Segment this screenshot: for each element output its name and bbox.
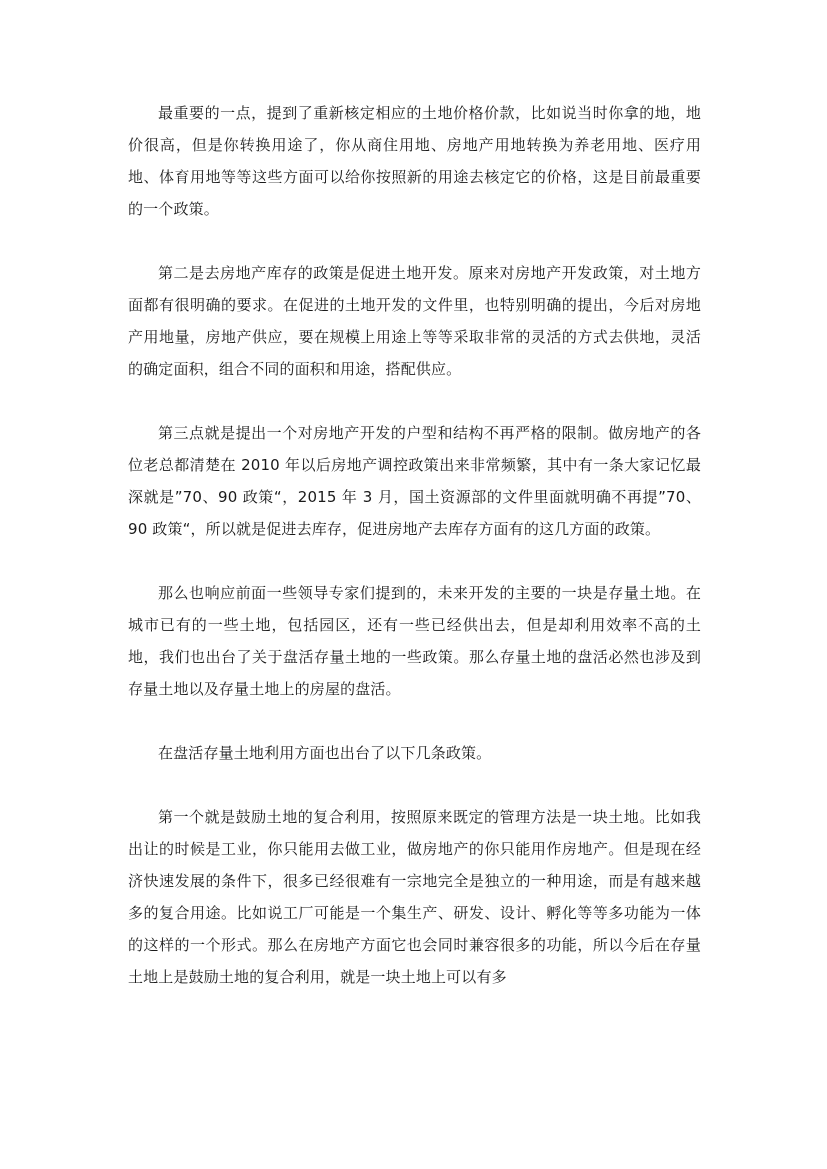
paragraph-unit-type-restrictions: 第三点就是提出一个对房地产开发的户型和结构不再严格的限制。做房地产的各位老总都清楚在 2010 年以后房地产调控政策出来非常频繁，其中有一条大家记忆最深就是”70、90 政策“，2015 年 3 月，国土资源部的文件里面就明确不再提”70、90 政策“，所以就是促进去库存，促进房地产去库存方面有的这几方面的政策。	[128, 424, 701, 538]
paragraph-land-price-adjustment: 最重要的一点，提到了重新核定相应的土地价格价款，比如说当时你拿的地，地价很高，但是你转换用途了，你从商住用地、房地产用地转换为养老用地、医疗用地、体育用地等等这些方面可以给你按照新的用途去核定它的价格，这是目前最重要的一个政策。	[128, 104, 701, 218]
paragraph-revitalization-policies: 在盘活存量土地利用方面也出台了以下几条政策。	[158, 744, 492, 762]
document-body	[128, 97, 701, 993]
paragraph-destocking-land-development: 第二是去房地产库存的政策是促进土地开发。原来对房地产开发政策，对土地方面都有很明确的要求。在促进的土地开发的文件里，也特别明确的提出，今后对房地产用地量，房地产供应，要在规模上用途上等等采取非常的灵活的方式去供地，灵活的确定面积，组合不同的面积和用途，搭配供应。	[128, 264, 701, 378]
paragraph-existing-land-stock: 那么也响应前面一些领导专家们提到的，未来开发的主要的一块是存量土地。在城市已有的一些土地，包括园区，还有一些已经供出去，但是却利用效率不高的土地，我们也出台了关于盘活存量土地的一些政策。那么存量土地的盘活必然也涉及到存量土地以及存量土地上的房屋的盘活。	[128, 584, 701, 698]
paragraph-mixed-land-use: 第一个就是鼓励土地的复合利用，按照原来既定的管理方法是一块土地。比如我出让的时候是工业，你只能用去做工业，做房地产的你只能用作房地产。但是现在经济快速发展的条件下，很多已经很难有一宗地完全是独立的一种用途，而是有越来越多的复合用途。比如说工厂可能是一个集生产、研发、设计、孵化等等多功能为一体的这样的一个形式。那么在房地产方面它也会同时兼容很多的功能，所以今后在存量土地上是鼓励土地的复合利用，就是一块土地上可以有多	[128, 808, 701, 986]
